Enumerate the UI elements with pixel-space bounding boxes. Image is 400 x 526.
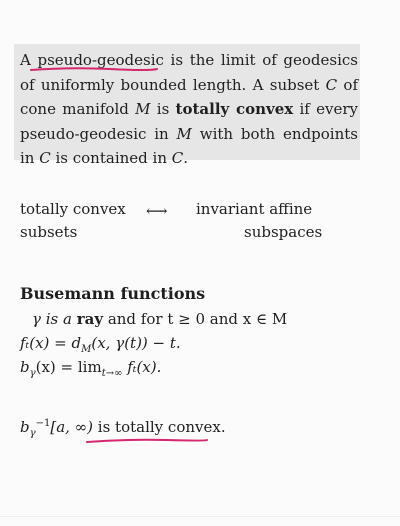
math-text: and for t ≥ 0 and x ∈ M [103, 310, 288, 328]
definition-text: is the limit of geodesics of uniformly bounded length. A subset [20, 51, 358, 94]
math-text: b [20, 358, 30, 376]
corr-right-line1: invariant affine [196, 200, 313, 218]
math-var: C [39, 149, 51, 167]
math-text: (x) = lim [35, 358, 102, 376]
term-ray: ray [76, 310, 104, 328]
math-text: fₜ(x) = d [20, 334, 82, 352]
busemann-line-3 [20, 358, 161, 379]
math-subscript: γ [29, 368, 36, 379]
busemann-line-2 [20, 334, 181, 355]
pink-underline-totally-convex [86, 437, 208, 444]
corr-left-line1: totally convex [20, 200, 126, 218]
corr-left-line2: subsets [20, 223, 78, 241]
math-subscript: M [81, 344, 92, 355]
definition-text: A [20, 51, 38, 69]
double-arrow-icon: ⟷ [146, 202, 168, 220]
math-text: is totally convex. [97, 418, 226, 436]
term-pseudo-geodesic: pseudo-geodesic [37, 51, 164, 69]
math-var: C [171, 149, 184, 167]
math-subscript: γ [29, 428, 36, 439]
page-divider [0, 516, 400, 517]
definition-text: if every pseudo-geodesic in [20, 100, 358, 143]
definition-text: with both endpoints in [20, 124, 358, 167]
busemann-line-4 [20, 418, 226, 439]
definition-text: is [150, 100, 176, 118]
busemann-line-1 [32, 310, 287, 328]
math-text: [a, ∞) [50, 418, 98, 436]
pink-underline-pseudo-geodesic [30, 66, 158, 72]
math-var: M [135, 100, 151, 118]
term-totally-convex: totally convex [175, 100, 294, 118]
math-var: C [325, 75, 338, 94]
corr-right-line2: subspaces [244, 223, 323, 241]
section-title-busemann: Busemann functions [20, 284, 206, 303]
math-subscript: t→∞ [101, 368, 123, 379]
definition-text: . [183, 149, 189, 167]
math-text: γ is a [32, 310, 77, 328]
math-text: b [20, 418, 30, 436]
math-superscript: −1 [35, 418, 51, 429]
math-text: (x, γ(t)) − t. [91, 334, 181, 352]
definition-text: of cone manifold [20, 75, 358, 118]
definition-text: is contained in [50, 149, 172, 167]
math-var: M [176, 124, 192, 143]
math-text: fₜ(x). [122, 358, 162, 376]
